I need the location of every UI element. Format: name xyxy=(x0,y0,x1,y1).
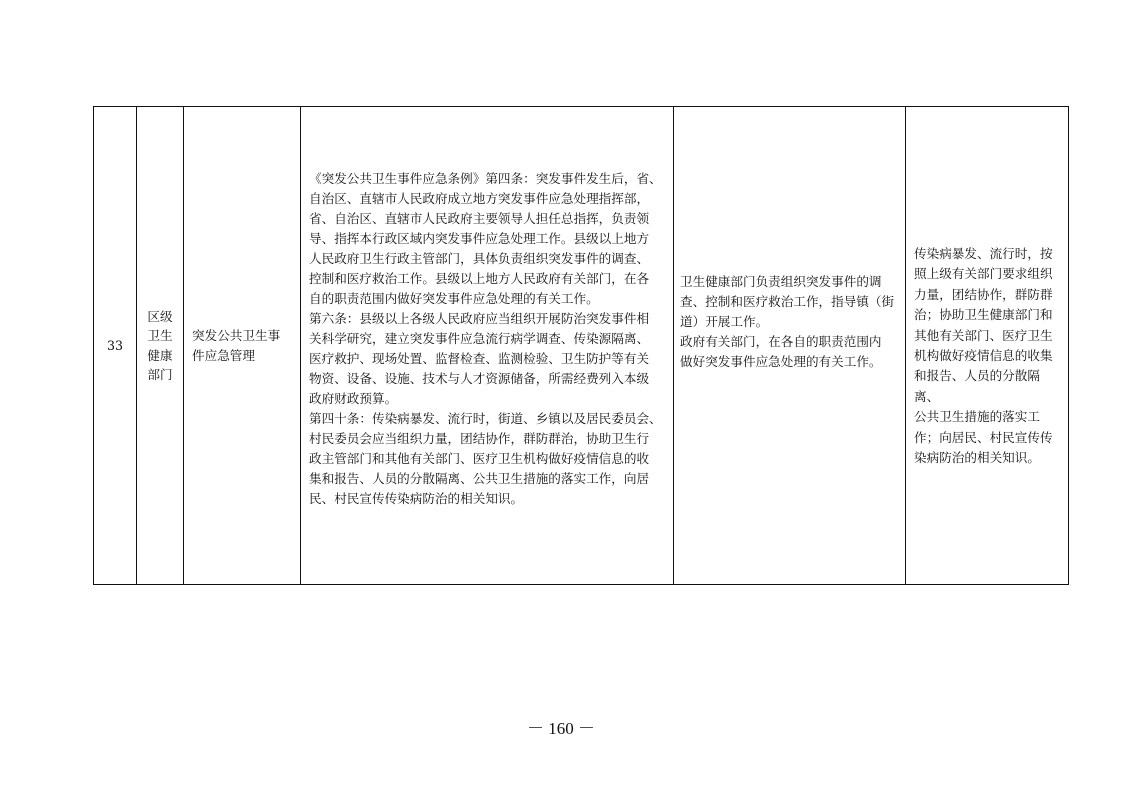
department-name: 区级卫生健康部门 xyxy=(147,308,173,382)
responsibility-text: 卫生健康部门负责组织突发事件的调 查、控制和医疗救治工作，指导镇（街 道）开展工作。 政府有关部门，在各自的职责范围内 做好突发事件应急处理的有关工作。 xyxy=(680,273,895,369)
row-number-cell xyxy=(94,107,137,585)
item-name: 突发公共卫生事件应急管理 xyxy=(192,327,281,363)
legal-basis-text: 《突发公共卫生事件应急条例》第四条：突发事件发生后，省、 自治区、直辖市人民政府成立地方突发事件应急处理指挥部， 省、自治区、直辖市人民政府主要领导人担任总指挥，负责领 导、指挥本行政区域内突发事件应急处理工作。县级以上地方 人民政府卫生行政主管部门，具体负责组织突发事件的调查、 控制和医疗救治工作。县级以上地方人民政府有关部门，在各 自的职责范围内做好突发事件应急处理的有关工作。 第六条：县级以上各级人民政府应当组织开展防治突发事件相 关科学研究，建立突发事件应急流行病学调查、传染源隔离、 医疗救护、现场处置、监督检查、监测检验、卫生防护等有关 物资、设备、设施、技术与人才资源储备，所需经费列入本级 政府财政预算。 第四十条：传染病暴发、流行时，街道、乡镇以及居民委员会、 村民委员会应当组织力量，团结协作，群防群治，协助卫生行 政主管部门和其他有关部门、医疗卫生机构做好疫情信息的收 集和报告、人员的分散隔离、公共卫生措施的落实工作，向居 民、村民宣传传染病防治的相关知识。 xyxy=(309,171,662,506)
item-cell xyxy=(184,107,301,585)
department-cell xyxy=(137,107,184,585)
duty-cell xyxy=(906,107,1069,585)
table-row xyxy=(94,107,1069,585)
duty-text: 传染病暴发、流行时，按 照上级有关部门要求组织 力量，团结协作，群防群 治；协助卫生健康部门和 其他有关部门、医疗卫生 机构做好疫情信息的收集 和报告、人员的分散隔离、 公共卫生措施的落实工 作；向居民、村民宣传传 染病防治的相关知识。 xyxy=(914,246,1053,466)
row-number: 33 xyxy=(106,337,124,353)
legal-basis-cell xyxy=(301,107,674,585)
responsibility-table xyxy=(93,106,1069,585)
page-number: － 160 － xyxy=(527,719,595,738)
responsibility-cell xyxy=(674,107,906,585)
